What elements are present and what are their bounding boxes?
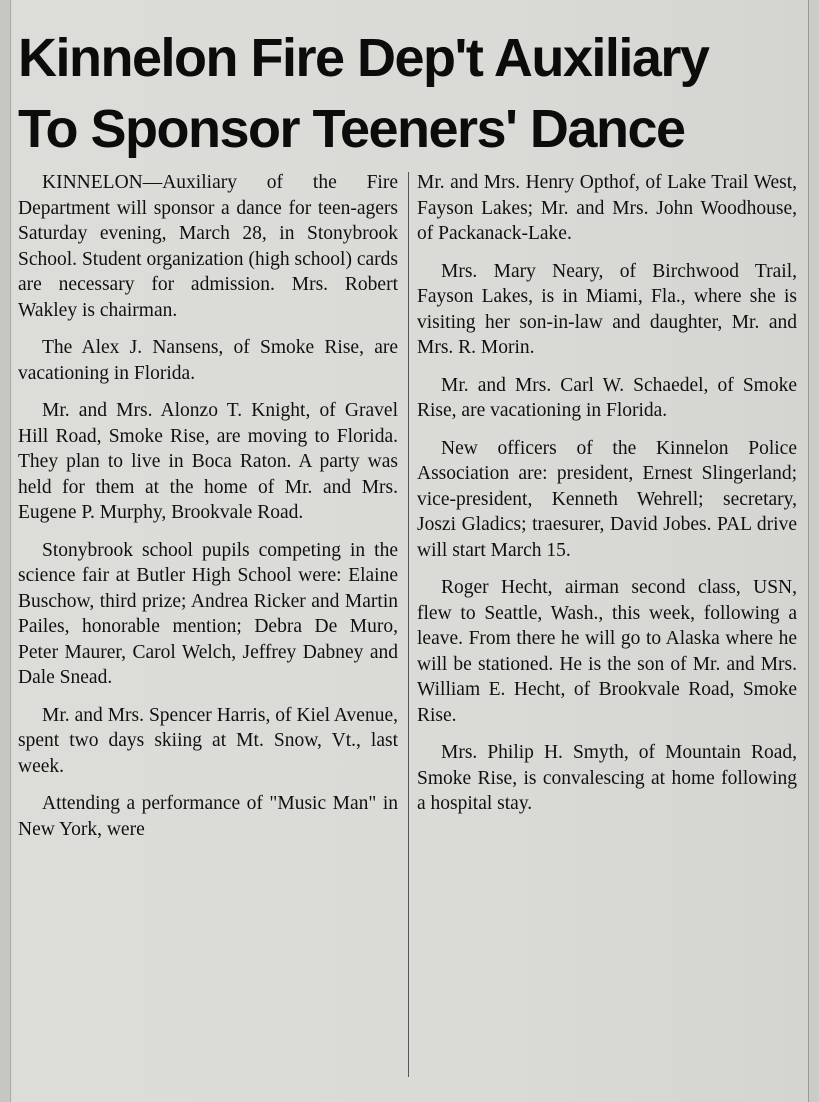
paragraph-music-man: Attending a performance of "Music Man" in New York, were [18, 793, 398, 840]
right-column [417, 170, 797, 829]
paragraph-smyth: Mrs. Philip H. Smyth, of Mountain Road, Smoke Rise, is convalescing at home following a hospital stay. [417, 742, 797, 814]
paragraph-neary: Mrs. Mary Neary, of Birchwood Trail, Fayson Lakes, is in Miami, Fla., where she is visiting her son-in-law and daughter, Mr. and Mrs. R. Morin. [417, 260, 797, 358]
headline-line-2: To Sponsor Teeners' Dance [18, 99, 685, 159]
paragraph-knights: Mr. and Mrs. Alonzo T. Knight, of Gravel Hill Road, Smoke Rise, are moving to Florida. They plan to live in Boca Raton. A party was held for them at the home of Mr. and Mrs. Eugene P. Murphy, Brookvale Road. [18, 400, 398, 523]
paragraph-schaedel: Mr. and Mrs. Carl W. Schaedel, of Smoke Rise, are vacationing in Florida. [417, 374, 797, 421]
paragraph-hecht: Roger Hecht, airman second class, USN, flew to Seattle, Wash., this week, following a leave. From there he will go to Alaska where he will be stationed. He is the son of Mr. and Mrs. William E. Hecht, of Brookvale Road, Smoke Rise. [417, 577, 797, 726]
paragraph-harris: Mr. and Mrs. Spencer Harris, of Kiel Avenue, spent two days skiing at Mt. Snow, Vt., last week. [18, 704, 398, 777]
right-page-edge [808, 0, 819, 1102]
left-page-edge [0, 0, 11, 1102]
paragraph-dance-announcement: KINNELON—Auxiliary of the Fire Department will sponsor a dance for teen-agers Saturday evening, March 28, in Stonybrook School. Student organization (high school) cards are necessary for admission. Mrs. Robert Wakley is chairman. [18, 172, 398, 321]
paragraph-music-man-continued: Mr. and Mrs. Henry Opthof, of Lake Trail West, Fayson Lakes; Mr. and Mrs. John Woodhouse, of Packanack-Lake. [417, 172, 797, 244]
paragraph-nansens: The Alex J. Nansens, of Smoke Rise, are vacationing in Florida. [18, 337, 398, 384]
headline-line-1: Kinnelon Fire Dep't Auxiliary [18, 28, 709, 88]
paragraph-science-fair: Stonybrook school pupils competing in the science fair at Butler High School were: Elaine Buschow, third prize; Andrea Ricker and Martin Pailes, honorable mention; Debra De Muro, Peter Maurer, Carol Welch, Jeffrey Dabney and Dale Snead. [18, 539, 398, 688]
paragraph-police-association: New officers of the Kinnelon Police Association are: president, Ernest Slingerland; vice-president, Kenneth Wehrell; secretary, Joszi Gladics; traesurer, David Jobes. PAL drive will start March 15. [417, 437, 797, 561]
left-column [18, 170, 398, 854]
column-divider [408, 172, 409, 1077]
